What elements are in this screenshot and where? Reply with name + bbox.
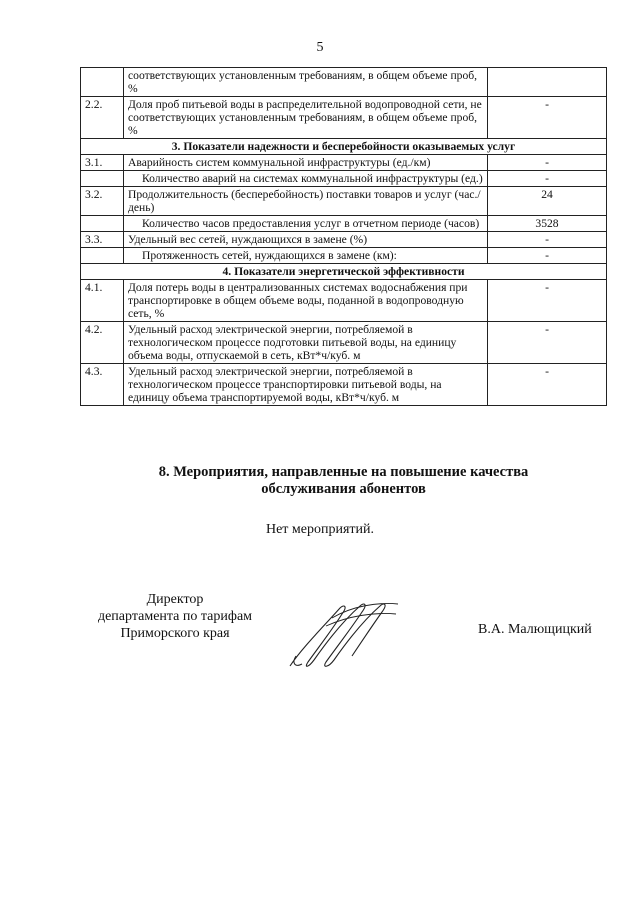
table-row [81,68,607,97]
indicator-name-cell [124,68,488,97]
indicator-number [81,171,124,187]
indicator-name: Удельный вес сетей, нуждающихся в замене (%) [128,233,368,246]
section-title: 4. Показатели энергетической эффективности [81,264,607,280]
indicator-value: - [488,171,607,187]
indicator-name-cell [124,187,488,216]
indicator-name: Удельный расход электрической энергии, потребляемой в технологическом процессе транспортировки питьевой воды, на единицу объема транспортируемой воды, кВт*ч/куб. м [128,365,442,404]
table-row [81,97,607,139]
table-row [81,232,607,248]
table-row [81,248,607,264]
indicator-number: 3.1. [81,155,124,171]
indicator-number: 3.3. [81,232,124,248]
indicator-name: Количество часов предоставления услуг в отчетном периоде (часов) [142,217,480,230]
indicator-name-cell [124,216,488,232]
indicator-value: 3528 [488,216,607,232]
indicator-number [81,68,124,97]
table-section-row [81,264,607,280]
section-8-heading-line-2: обслуживания абонентов [261,481,426,497]
indicator-number: 4.2. [81,322,124,364]
section-8-heading-line-1: 8. Мероприятия, направленные на повышение качества [158,464,529,480]
indicator-name-cell [124,232,488,248]
table-row [81,155,607,171]
indicator-value [488,68,607,97]
indicator-value: - [488,232,607,248]
table-section-row [81,139,607,155]
indicator-name-cell [124,322,488,364]
indicator-name: Доля потерь воды в централизованных системах водоснабжения при транспортировке в общем объеме воды, поданной в водопроводную сеть, % [128,281,468,320]
indicator-value: - [488,322,607,364]
indicator-name: Протяженность сетей, нуждающихся в замене (км): [142,249,397,262]
indicator-name-cell [124,364,488,406]
table-row [81,364,607,406]
table-row [81,187,607,216]
signature-image [282,596,402,672]
indicator-name: соответствующих установленным требованиям, в общем объеме проб, % [128,69,478,95]
indicator-name-cell [124,97,488,139]
indicator-name: Количество аварий на системах коммунальной инфраструктуры (ед.) [142,172,483,185]
indicator-number [81,248,124,264]
signer-name: В.А. Малющицкий [478,622,592,637]
indicator-name-cell [124,280,488,322]
indicator-value: - [488,364,607,406]
indicator-number: 4.3. [81,364,124,406]
signer-region: Приморского края [120,626,230,641]
indicator-number: 4.1. [81,280,124,322]
indicator-number [81,216,124,232]
indicator-value: - [488,248,607,264]
indicator-name: Аварийность систем коммунальной инфраструктуры (ед./км) [128,156,431,169]
table-row [81,280,607,322]
indicator-name-cell [124,248,488,264]
indicator-name: Удельный расход электрической энергии, потребляемой в технологическом процессе подготовки питьевой воды, на единицу объема воды, отпускаемой в сеть, кВт*ч/куб. м [128,323,457,362]
indicator-value: - [488,155,607,171]
table-row [81,171,607,187]
indicator-name: Доля проб питьевой воды в распределительной водопроводной сети, не соответствующих установленным требованиям, в общем объеме проб, % [128,98,482,137]
indicator-name: Продолжительность (бесперебойность) поставки товаров и услуг (час./день) [128,188,481,214]
indicator-value: 24 [488,187,607,216]
signer-department: департамента по тарифам [97,609,253,624]
no-measures-text: Нет мероприятий. [265,522,375,537]
indicators-table [80,67,607,406]
page-number: 5 [316,40,324,55]
indicator-number: 2.2. [81,97,124,139]
indicator-name-cell [124,155,488,171]
table-row [81,216,607,232]
section-8-heading [80,464,607,498]
section-title: 3. Показатели надежности и бесперебойности оказываемых услуг [81,139,607,155]
indicator-value: - [488,280,607,322]
signer-title [75,591,275,642]
indicator-value: - [488,97,607,139]
indicator-number: 3.2. [81,187,124,216]
signer-position: Директор [146,592,204,607]
indicator-name-cell [124,171,488,187]
table-row [81,322,607,364]
